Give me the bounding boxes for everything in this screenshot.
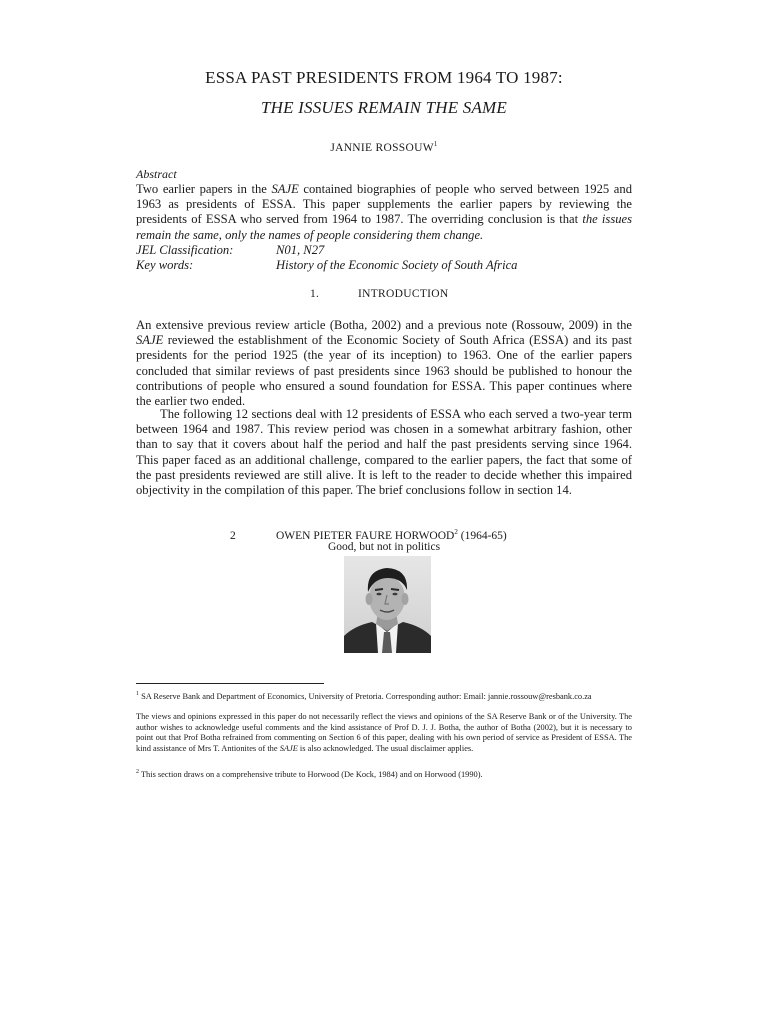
footnote-1-continued [136,712,632,754]
section-1-number: 1. [310,288,320,300]
section-2-subtitle: Good, but not in politics [327,541,441,553]
author-line [136,140,632,154]
intro-p1-a: An extensive previous review article (Botha, 2002) and a previous note (Rossouw, 2009) in the [136,318,632,332]
author-footnote-mark: 1 [433,140,438,148]
abstract-journal: SAJE [271,182,299,196]
intro-paragraph-1 [136,318,632,409]
abstract-text-a: Two earlier papers in the [136,182,272,196]
section-2-years: (1964-65) [457,529,507,542]
abstract-emphasis: the issues remain the same, only the names of people considering them change. [136,212,633,242]
footnote-1-journal: SAJE [279,743,298,753]
intro-p1-b: reviewed the establishment of the Economic Society of South Africa (ESSA) and its past presidents for the period 1925 (the year of its inception) to 1963. One of the earlier papers concluded that similar reviews of past presidents since 1963 should be published to honour the contributions of people who ensured a sound foundation for ESSA. This paper continues where the earlier two ended. [136,333,632,409]
abstract-body [136,182,632,243]
paper-title: ESSA PAST PRESIDENTS FROM 1964 TO 1987: [205,68,563,87]
footnote-1c-text: is also acknowledged. The usual disclaimer applies. [297,743,474,753]
jel-label: JEL Classification: [136,243,234,257]
footnote-2 [136,767,632,780]
footnote-2-mark: 2 [136,769,139,775]
keywords-value: History of the Economic Society of South Africa [276,258,518,272]
section-2-number: 2 [230,529,236,542]
footnote-1b-text: The views and opinions expressed in this paper do not necessarily reflect the views and opinions of the SA Reserve Bank or of the University. The author wishes to acknowledge useful comments and the kind assistance of Prof D. J. J. Botha, the author of Botha (2002), but it is necessary to point out that Prof Botha refrained from commenting on Section 6 of this paper, dealing with his own period of service as President of ESSA. The kind assistance of Mrs T. Antionites of the [136,712,632,753]
footnote-1-mark: 1 [136,691,139,697]
footnote-2-text: This section draws on a comprehensive tribute to Horwood (De Kock, 1984) and on Horwood (1990). [139,769,483,779]
paper-subtitle: THE ISSUES REMAIN THE SAME [261,98,507,117]
section-2-heading [230,528,507,542]
section-1-title: INTRODUCTION [358,288,449,300]
portrait-image [344,556,431,653]
footnote-1 [136,689,632,702]
section-2-footnote-mark: 2 [454,528,458,536]
abstract-heading: Abstract [136,167,177,181]
portrait-photo [344,556,431,653]
intro-paragraph-2: The following 12 sections deal with 12 presidents of ESSA who each served a two-year term between 1964 and 1987. This review period was chosen in a somewhat arbitrary fashion, other than to say that it covers about half the period and half the past presidents serving since 1964. This paper faced as an additional challenge, compared to the earlier papers, the fact that some of the past presidents reviewed are still alive. It is left to the reader to decide whether this impaired objectivity in the compilation of this paper. The brief conclusions follow in section 14. [136,407,632,498]
keywords [136,258,517,273]
jel-value: N01, N27 [276,243,325,257]
footnote-1-text: SA Reserve Bank and Department of Economics, University of Pretoria. Corresponding author: Email: jannie.rossouw@resbank.co.za [139,691,592,701]
footnote-divider [136,683,324,684]
keywords-label: Key words: [136,258,194,272]
jel-classification [136,243,324,258]
author-name: JANNIE ROSSOUW [330,141,434,154]
abstract-text-b: contained biographies of people who served between 1925 and 1963 as presidents of ESSA. This paper supplements the earlier papers by reviewing the presidents of ESSA who served from 1964 to 1987. The overriding conclusion is that [136,182,632,227]
section-2-title: OWEN PIETER FAURE HORWOOD [276,529,455,542]
intro-p1-journal: SAJE [136,333,164,348]
section-1-heading [310,288,448,300]
